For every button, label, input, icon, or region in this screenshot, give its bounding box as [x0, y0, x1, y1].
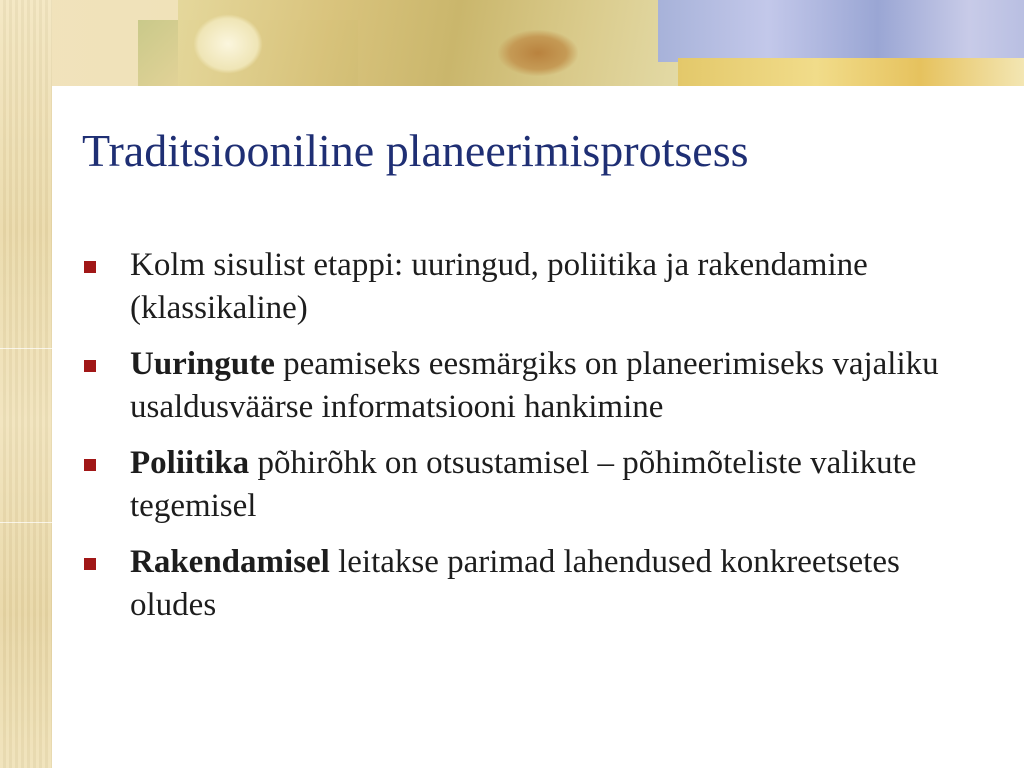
strip-divider	[0, 348, 52, 349]
strip-divider	[0, 522, 52, 523]
slide-content	[52, 86, 1024, 768]
parchment-side-strip	[0, 0, 52, 768]
bullet-term: Rakendamisel	[130, 544, 330, 580]
banner-segment	[658, 0, 1024, 62]
square-bullet-icon	[84, 558, 96, 570]
leaf-decoration	[498, 30, 578, 76]
banner-segment	[678, 58, 1024, 86]
slide-title: Traditsiooniline planeerimisprotsess	[82, 125, 749, 176]
bullet-term: Uuringute	[130, 346, 275, 382]
bullet-list	[80, 244, 960, 640]
bullet-item	[80, 541, 960, 627]
bullet-text: leitakse parimad lahendused konkreetsetes oludes	[130, 544, 900, 623]
decorative-leaf-banner	[138, 0, 1024, 86]
bullet-term: Poliitika	[130, 445, 250, 481]
leaf-decoration	[193, 14, 263, 74]
bullet-item	[80, 244, 960, 330]
bullet-text: põhirõhk on otsustamisel – põhimõteliste valikute tegemisel	[130, 445, 917, 524]
square-bullet-icon	[84, 261, 96, 273]
bullet-item	[80, 442, 960, 528]
square-bullet-icon	[84, 459, 96, 471]
square-bullet-icon	[84, 360, 96, 372]
bullet-item	[80, 343, 960, 429]
bullet-text: Kolm sisulist etappi: uuringud, poliitika ja rakendamine (klassikaline)	[130, 247, 868, 326]
bullet-text: peamiseks eesmärgiks on planeerimiseks vajaliku usaldusväärse informatsiooni hankimine	[130, 346, 939, 425]
